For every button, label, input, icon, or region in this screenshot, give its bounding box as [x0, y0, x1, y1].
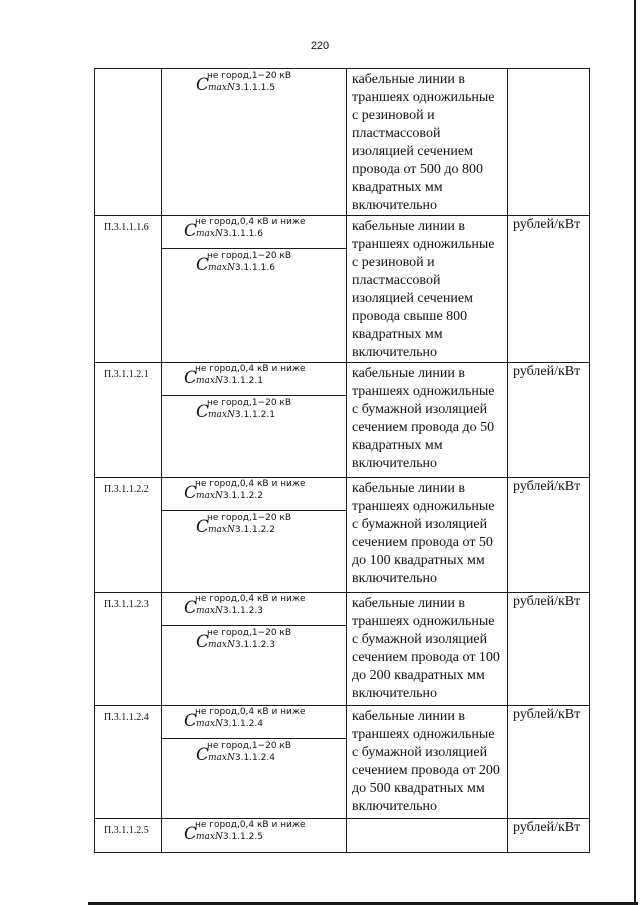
rate-symbol: C — [184, 368, 198, 388]
item-description: кабельные линии в траншеях одножильные с бумажной изоляцией сечением провода от 100 до 200 квадратных мм включительно — [347, 593, 508, 706]
formula-subscript-variable: maxN — [208, 640, 235, 650]
formula-block — [162, 593, 346, 626]
formula-superscript: не город,1−20 кВ — [207, 628, 292, 638]
formula-subscript-index: 3.1.1.1.6 — [222, 229, 263, 239]
formula-subscript-variable: maxN — [196, 606, 223, 616]
item-description: кабельные линии в траншеях одножильные с бумажной изоляцией сечением провода от 200 до 500 квадратных мм включительно — [347, 706, 508, 819]
item-description: кабельные линии в траншеях одножильные с бумажной изоляцией сечением провода до 50 квадратных мм включительно — [347, 363, 508, 478]
rate-symbol: C — [196, 632, 210, 652]
unit-of-measure — [508, 69, 590, 216]
formula-split — [162, 363, 346, 431]
formula-cell — [162, 478, 347, 593]
formula-block — [162, 396, 346, 431]
unit-of-measure: рублей/кВт — [508, 478, 590, 593]
formula-subscript-variable: maxN — [208, 263, 235, 273]
unit-of-measure: рублей/кВт — [508, 216, 590, 363]
formula-block — [162, 819, 346, 852]
tariff-rate-formula — [184, 594, 334, 622]
formula-split — [162, 69, 346, 104]
tariff-rate-formula — [184, 820, 334, 848]
formula-cell — [162, 706, 347, 819]
formula-split — [162, 478, 346, 546]
formula-subscript-variable: maxN — [196, 229, 223, 239]
table-row — [95, 363, 590, 478]
tariff-rate-formula — [196, 513, 346, 541]
tariff-rate-formula — [196, 741, 346, 769]
formula-subscript-index: 3.1.1.2.3 — [234, 640, 275, 650]
formula-subscript — [196, 491, 263, 502]
formula-subscript-variable: maxN — [208, 83, 235, 93]
formula-subscript-index: 3.1.1.2.2 — [222, 491, 263, 501]
formula-cell — [162, 69, 347, 216]
formula-subscript-index: 3.1.1.1.6 — [234, 263, 275, 273]
formula-superscript: не город,0,4 кВ и ниже — [195, 820, 306, 830]
item-code — [95, 69, 162, 216]
formula-subscript-variable: maxN — [208, 753, 235, 763]
formula-cell — [162, 216, 347, 363]
formula-subscript-index: 3.1.1.2.3 — [222, 606, 263, 616]
tariff-table-body — [95, 69, 590, 853]
table-row — [95, 478, 590, 593]
formula-superscript: не город,1−20 кВ — [207, 513, 292, 523]
formula-block — [162, 216, 346, 249]
formula-subscript-index: 3.1.1.2.1 — [222, 376, 263, 386]
formula-superscript: не город,1−20 кВ — [207, 741, 292, 751]
formula-block — [162, 626, 346, 661]
item-code: П.3.1.1.2.5 — [95, 819, 162, 853]
table-row — [95, 819, 590, 853]
tariff-rate-formula — [196, 251, 346, 279]
item-description: кабельные линии в траншеях одножильные с бумажной изоляцией сечением провода от 50 до 100 квадратных мм включительно — [347, 478, 508, 593]
formula-subscript — [208, 83, 275, 94]
formula-subscript-index: 3.1.1.2.1 — [234, 410, 275, 420]
rate-symbol: C — [196, 402, 210, 422]
tariff-rate-formula — [184, 707, 334, 735]
formula-split — [162, 593, 346, 661]
formula-subscript — [196, 719, 263, 730]
rate-symbol: C — [196, 745, 210, 765]
page-number: 220 — [310, 40, 330, 52]
formula-subscript-index: 3.1.1.2.5 — [222, 832, 263, 842]
formula-subscript — [208, 263, 275, 274]
formula-cell — [162, 819, 347, 853]
table-row — [95, 69, 590, 216]
formula-split — [162, 819, 346, 852]
formula-superscript: не город,0,4 кВ и ниже — [195, 594, 306, 604]
formula-subscript-variable: maxN — [196, 376, 223, 386]
item-code: П.3.1.1.2.3 — [95, 593, 162, 706]
formula-split — [162, 706, 346, 774]
formula-subscript-variable: maxN — [208, 525, 235, 535]
formula-superscript: не город,0,4 кВ и ниже — [195, 217, 306, 227]
item-code: П.3.1.1.2.4 — [95, 706, 162, 819]
item-description: кабельные линии в траншеях одножильные с резиновой и пластмассовой изоляцией сечением провода от 500 до 800 квадратных мм включительно — [347, 69, 508, 216]
formula-subscript — [208, 525, 275, 536]
formula-cell — [162, 363, 347, 478]
formula-subscript-index: 3.1.1.2.4 — [222, 719, 263, 729]
formula-subscript — [196, 376, 263, 387]
tariff-table — [94, 68, 590, 853]
formula-subscript — [196, 832, 263, 843]
unit-of-measure: рублей/кВт — [508, 593, 590, 706]
formula-subscript — [196, 606, 263, 617]
formula-block — [162, 363, 346, 396]
formula-cell — [162, 593, 347, 706]
formula-block — [162, 69, 346, 104]
formula-subscript-variable: maxN — [196, 832, 223, 842]
tariff-rate-formula — [196, 71, 346, 99]
tariff-rate-formula — [196, 628, 346, 656]
formula-block — [162, 249, 346, 284]
table-row — [95, 706, 590, 819]
tariff-rate-formula — [184, 217, 334, 245]
item-code: П.3.1.1.1.6 — [95, 216, 162, 363]
rate-symbol: C — [184, 221, 198, 241]
formula-block — [162, 478, 346, 511]
formula-subscript — [196, 229, 263, 240]
tariff-rate-formula — [196, 398, 346, 426]
rate-symbol: C — [184, 824, 198, 844]
formula-subscript-index: 3.1.1.2.2 — [234, 525, 275, 535]
tariff-rate-formula — [184, 479, 334, 507]
item-description: кабельные линии в траншеях одножильные с резиновой и пластмассовой изоляцией сечением провода свыше 800 квадратных мм включительно — [347, 216, 508, 363]
formula-block — [162, 511, 346, 546]
rate-symbol: C — [196, 255, 210, 275]
rate-symbol: C — [184, 598, 198, 618]
formula-split — [162, 216, 346, 284]
page-frame-right — [634, 0, 636, 905]
formula-subscript — [208, 410, 275, 421]
unit-of-measure: рублей/кВт — [508, 706, 590, 819]
formula-block — [162, 706, 346, 739]
formula-subscript-variable: maxN — [196, 719, 223, 729]
formula-superscript: не город,1−20 кВ — [207, 251, 292, 261]
table-row — [95, 216, 590, 363]
rate-symbol: C — [196, 517, 210, 537]
unit-of-measure: рублей/кВт — [508, 363, 590, 478]
formula-subscript-variable: maxN — [196, 491, 223, 501]
item-code: П.3.1.1.2.1 — [95, 363, 162, 478]
formula-subscript-variable: maxN — [208, 410, 235, 420]
rate-symbol: C — [184, 483, 198, 503]
item-description — [347, 819, 508, 853]
formula-block — [162, 739, 346, 774]
formula-superscript: не город,1−20 кВ — [207, 398, 292, 408]
rate-symbol: C — [184, 711, 198, 731]
formula-superscript: не город,1−20 кВ — [207, 71, 292, 81]
tariff-rate-formula — [184, 364, 334, 392]
rate-symbol: C — [196, 75, 210, 95]
formula-superscript: не город,0,4 кВ и ниже — [195, 364, 306, 374]
item-code: П.3.1.1.2.2 — [95, 478, 162, 593]
formula-subscript-index: 3.1.1.2.4 — [234, 753, 275, 763]
unit-of-measure: рублей/кВт — [508, 819, 590, 853]
formula-superscript: не город,0,4 кВ и ниже — [195, 707, 306, 717]
formula-superscript: не город,0,4 кВ и ниже — [195, 479, 306, 489]
formula-subscript — [208, 640, 275, 651]
formula-subscript — [208, 753, 275, 764]
table-row — [95, 593, 590, 706]
formula-subscript-index: 3.1.1.1.5 — [234, 83, 275, 93]
